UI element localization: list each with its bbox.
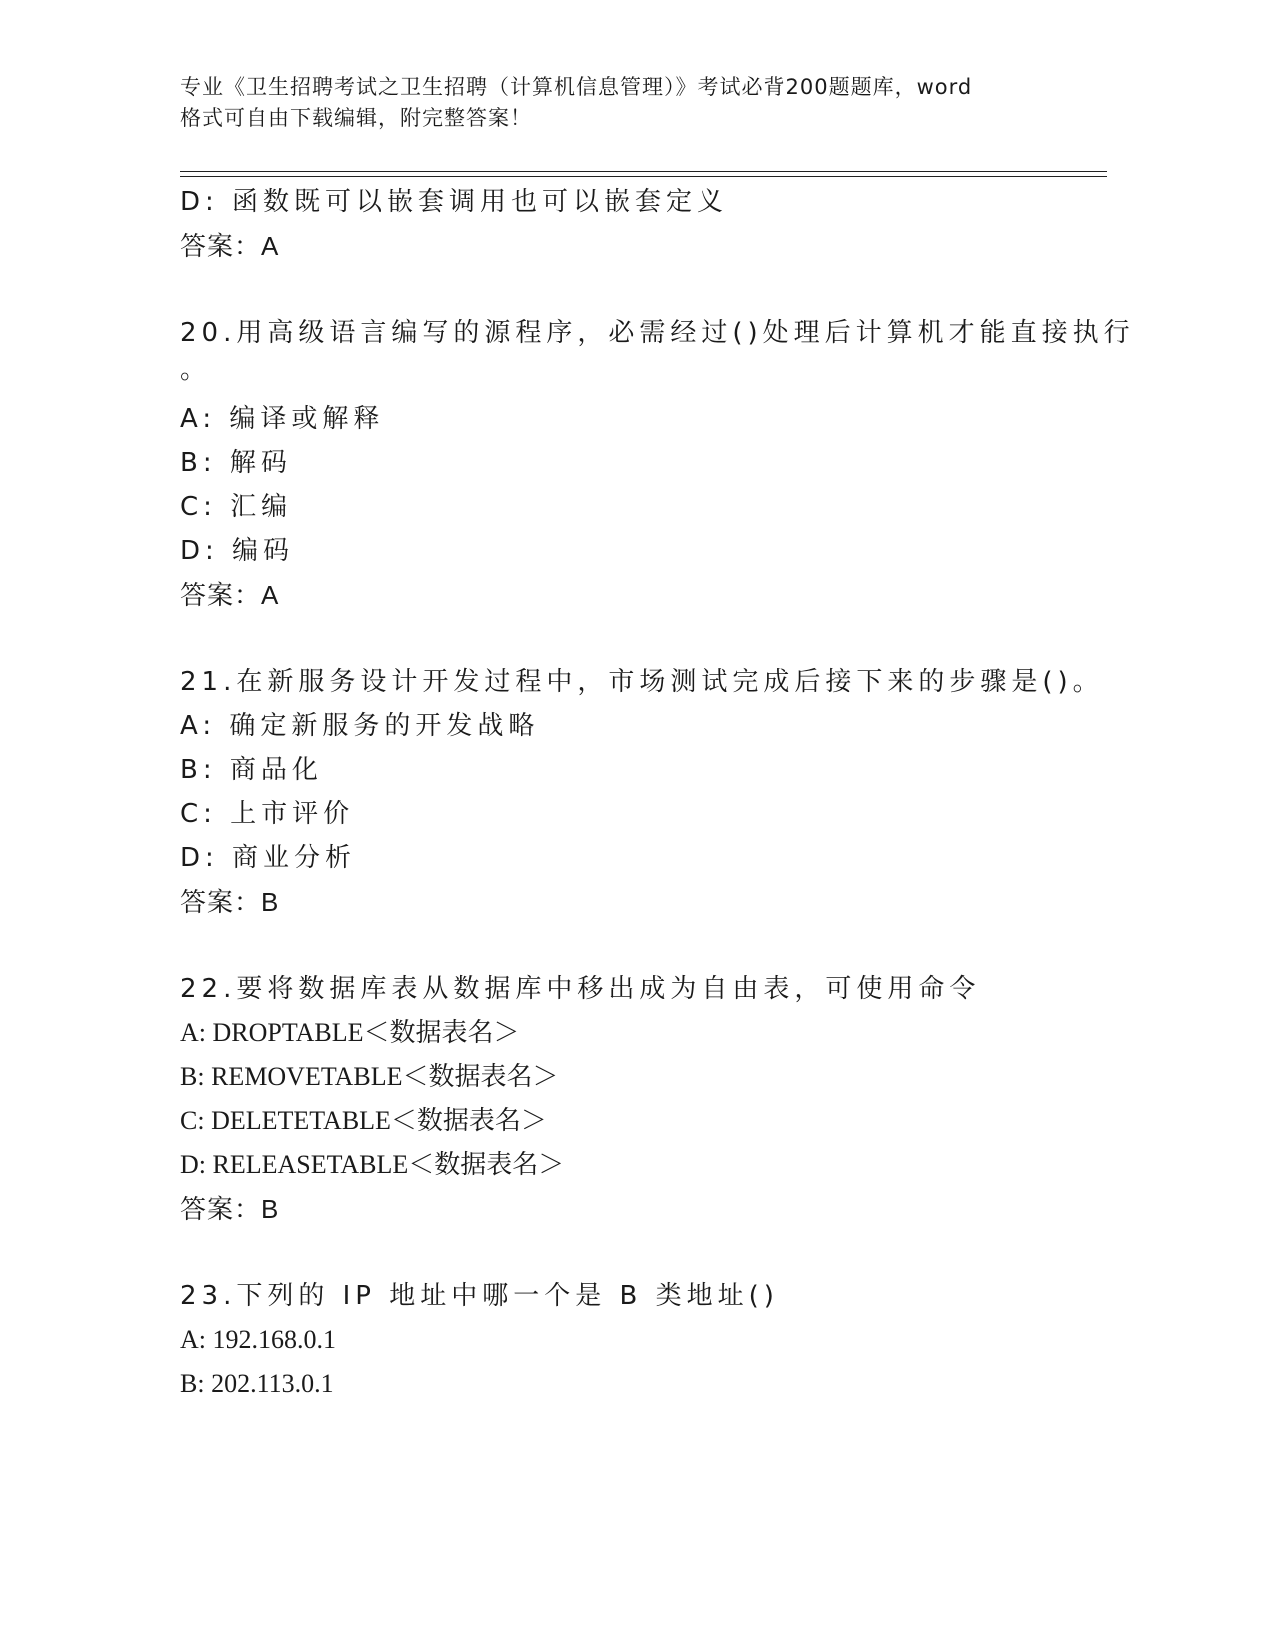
answer: 答案：B: [180, 1194, 280, 1224]
answer: 答案：A: [180, 231, 280, 261]
document-header: [180, 72, 1060, 134]
question-23: [180, 1274, 1080, 1406]
header-line-2: 格式可自由下载编辑，附完整答案！: [180, 106, 532, 130]
option-d: D: 函数既可以嵌套调用也可以嵌套定义: [180, 187, 729, 217]
header-divider-top: [180, 171, 1107, 172]
question-text: 23.下列的 IP 地址中哪一个是 B 类地址(): [180, 1281, 779, 1311]
spacer: [180, 924, 1080, 967]
spacer: [180, 617, 1080, 660]
option-d: D: RELEASETABLE＜数据表名＞: [180, 1150, 565, 1179]
question-text: 22.要将数据库表从数据库中移出成为自由表，可使用命令: [180, 974, 981, 1004]
answer: 答案：B: [180, 887, 280, 917]
option-c: C: 汇编: [180, 492, 293, 522]
question-20: [180, 311, 1135, 617]
option-c: C: 上市评价: [180, 799, 355, 829]
question-22: [180, 967, 1080, 1231]
question-21: [180, 660, 1104, 924]
option-a: A: 确定新服务的开发战略: [180, 711, 540, 741]
question-list: [180, 180, 1135, 1406]
option-b: B: 202.113.0.1: [180, 1369, 334, 1398]
option-a: A: DROPTABLE＜数据表名＞: [180, 1018, 520, 1047]
option-c: C: DELETETABLE＜数据表名＞: [180, 1106, 547, 1135]
spacer: [180, 1231, 1080, 1274]
option-b: B: 解码: [180, 448, 292, 478]
header-line-1: 专业《卫生招聘考试之卫生招聘（计算机信息管理）》考试必背200题题库，word: [180, 75, 973, 99]
option-b: B: REMOVETABLE＜数据表名＞: [180, 1062, 559, 1091]
header-divider-bottom: [180, 176, 1107, 177]
question-text: 20.用高级语言编写的源程序，必需经过()处理后计算机才能直接执行: [180, 318, 1135, 348]
question-text: 21.在新服务设计开发过程中，市场测试完成后接下来的步骤是()。: [180, 667, 1104, 697]
option-a: A: 192.168.0.1: [180, 1325, 336, 1354]
option-d: D: 编码: [180, 536, 295, 566]
question-text-continued: 。: [180, 355, 212, 385]
option-b: B: 商品化: [180, 755, 323, 785]
option-d: D: 商业分析: [180, 843, 357, 873]
answer: 答案：A: [180, 580, 280, 610]
question-19: [180, 180, 1080, 268]
spacer: [180, 268, 1080, 311]
option-a: A: 编译或解释: [180, 404, 385, 434]
